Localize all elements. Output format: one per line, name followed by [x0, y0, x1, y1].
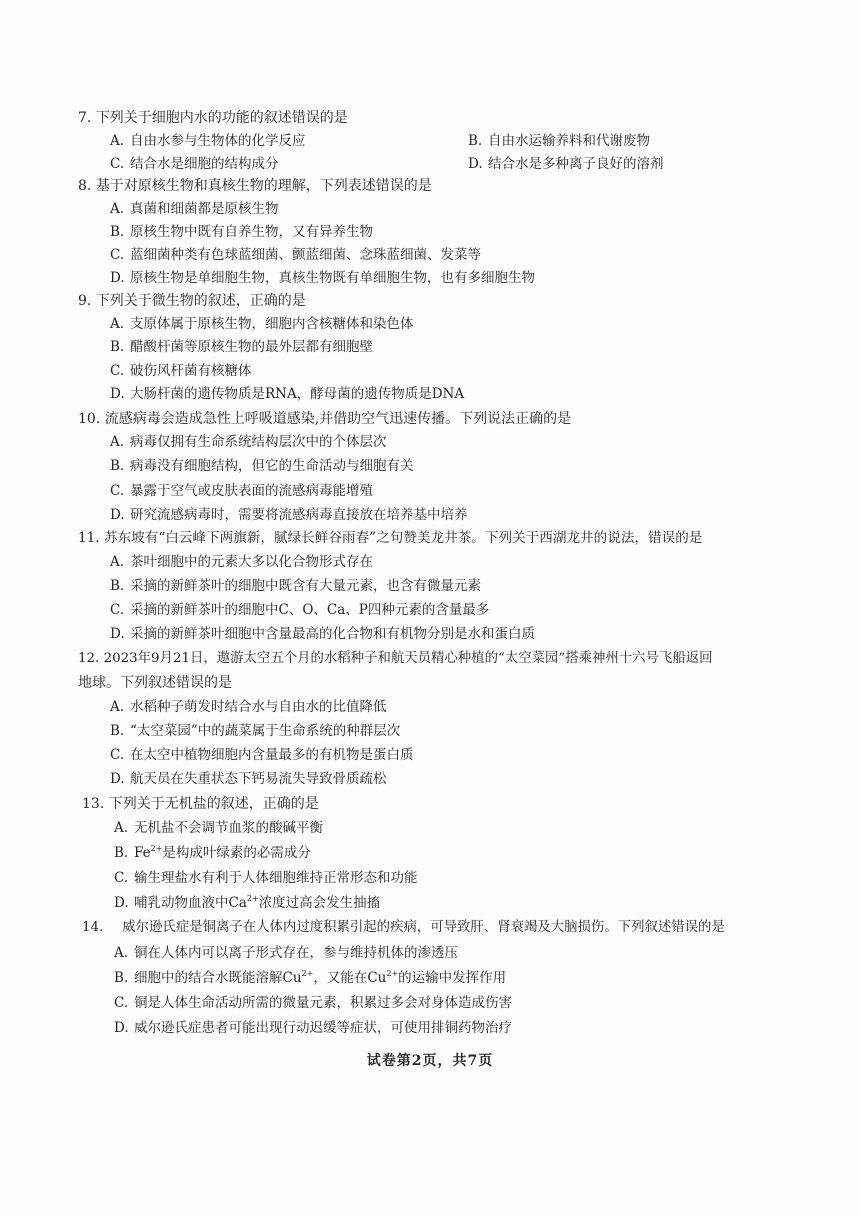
- option-text: 采摘的新鲜茶叶细胞中含量最高的化合物和有机物分别是水和蛋白质: [130, 626, 535, 642]
- question-text: 下列关于细胞内水的功能的叙述错误的是: [95, 110, 348, 126]
- option-text: 真菌和细菌都是原核生物: [130, 201, 279, 217]
- question-number: 7.: [78, 110, 92, 126]
- question-text: 威尔逊氏症是铜离子在人体内过度积累引起的疾病，可导致肝、肾衰竭及大脑损伤。下列叙述错误的是: [122, 920, 725, 935]
- option-text: 茶叶细胞中的元素大多以化合物形式存在: [130, 554, 373, 570]
- option-text: Fe: [134, 845, 151, 861]
- option-text: 结合水是细胞的结构成分: [130, 156, 279, 172]
- option-letter: B.: [110, 224, 125, 240]
- question-number: 9.: [78, 293, 92, 309]
- option-text: “太空菜园”中的蔬菜属于生命系统的种群层次: [130, 723, 401, 739]
- option-letter: A.: [110, 554, 125, 570]
- q8-option-a: [110, 199, 279, 219]
- option-text: 蓝细菌种类有色球蓝细菌、颤蓝细菌、念珠蓝细菌、发菜等: [130, 247, 481, 263]
- question-12-stem-continued: [78, 673, 232, 693]
- option-letter: D.: [468, 156, 483, 172]
- option-text: 采摘的新鲜茶叶的细胞中既含有大量元素，也含有微量元素: [130, 578, 481, 594]
- option-text: 破伤风杆菌有核糖体: [130, 363, 252, 379]
- q11-option-a: [110, 552, 373, 572]
- q14-option-d: [114, 1018, 512, 1038]
- option-letter: D.: [110, 507, 125, 523]
- option-text: 自由水运输养料和代谢废物: [488, 133, 650, 149]
- option-text: 结合水是多种离子良好的溶剂: [488, 156, 664, 172]
- option-text: 病毒没有细胞结构，但它的生命活动与细胞有关: [130, 458, 414, 474]
- option-text: 浓度过高会发生抽搐: [258, 895, 381, 911]
- option-letter: A.: [114, 945, 129, 961]
- question-7-stem: [78, 108, 348, 128]
- option-letter: C.: [110, 363, 125, 379]
- option-letter: D.: [110, 626, 125, 642]
- option-text: 研究流感病毒时，需要将流感病毒直接放在培养基中培养: [130, 507, 468, 523]
- option-text: 采摘的新鲜茶叶的细胞中C、O、Ca、P四种元素的含量最多: [130, 602, 490, 618]
- q13-option-d: [114, 893, 380, 913]
- q8-option-d: [110, 268, 535, 288]
- option-letter: B.: [468, 133, 483, 149]
- option-text: 原核生物中既有自养生物，又有异养生物: [130, 224, 373, 240]
- q14-option-b: [114, 968, 506, 988]
- option-letter: C.: [110, 247, 125, 263]
- option-text: 的运输中发挥作用: [398, 970, 507, 986]
- q10-option-b: [110, 456, 414, 476]
- option-letter: D.: [114, 895, 129, 911]
- question-text: 下列关于无机盐的叙述，正确的是: [108, 796, 319, 812]
- question-14-stem: [82, 918, 725, 938]
- question-number: 10.: [78, 411, 101, 427]
- option-letter: A.: [110, 699, 125, 715]
- ion-charge: 2+: [301, 969, 314, 978]
- q10-option-c: [110, 481, 373, 501]
- question-text: 下列关于微生物的叙述，正确的是: [95, 293, 306, 309]
- question-10-stem: [78, 409, 571, 429]
- option-letter: D.: [114, 1020, 129, 1036]
- option-letter: C.: [110, 483, 125, 499]
- q12-option-d: [110, 769, 387, 789]
- option-text: 自由水参与生物体的化学反应: [130, 133, 306, 149]
- option-text: 是构成叶绿素的必需成分: [162, 845, 311, 861]
- question-number: 14.: [82, 920, 104, 935]
- q11-option-b: [110, 576, 481, 596]
- option-letter: C.: [110, 747, 125, 763]
- q9-option-d: [110, 384, 464, 404]
- q14-option-a: [114, 943, 458, 963]
- question-number: 12.: [78, 651, 100, 666]
- option-text: 支原体属于原核生物，细胞内含核糖体和染色体: [130, 316, 414, 332]
- q9-option-a: [110, 314, 414, 334]
- option-letter: D.: [110, 386, 125, 402]
- option-text: 细胞中的结合水既能溶解Cu: [134, 970, 302, 986]
- page-footer: 试卷第2页，共7页: [366, 1053, 494, 1069]
- q11-option-d: [110, 624, 535, 644]
- question-text: 基于对原核生物和真核生物的理解，下列表述错误的是: [95, 178, 432, 194]
- q9-option-b: [110, 337, 373, 357]
- question-11-stem: [78, 528, 702, 548]
- option-letter: B.: [110, 723, 125, 739]
- question-12-stem: [78, 649, 713, 669]
- q8-option-c: [110, 245, 481, 265]
- option-text: ，又能在Cu: [313, 970, 387, 986]
- q13-option-c: [114, 868, 418, 888]
- q7-option-c: [110, 154, 279, 174]
- option-letter: A.: [110, 201, 125, 217]
- q14-option-c: [114, 993, 512, 1013]
- option-text: 醋酸杆菌等原核生物的最外层都有细胞壁: [130, 339, 373, 355]
- option-text: 病毒仅拥有生命系统结构层次中的个体层次: [130, 434, 387, 450]
- option-text: 暴露于空气或皮肤表面的流感病毒能增殖: [130, 483, 373, 499]
- option-text: 铜在人体内可以离子形式存在，参与维持机体的渗透压: [134, 945, 458, 961]
- option-letter: A.: [114, 820, 129, 836]
- q13-option-a: [114, 818, 323, 838]
- q10-option-d: [110, 505, 468, 525]
- question-8-stem: [78, 176, 432, 196]
- option-letter: B.: [114, 970, 129, 986]
- option-text: 原核生物是单细胞生物，真核生物既有单细胞生物，也有多细胞生物: [130, 270, 535, 286]
- question-text: 苏东坡有“白云峰下两旗新，腻绿长鲜谷雨春”之句赞美龙井茶。下列关于西湖龙井的说法，错误的是: [103, 530, 703, 546]
- option-letter: C.: [114, 870, 129, 886]
- option-text: 铜是人体生命活动所需的微量元素，积累过多会对身体造成伤害: [134, 995, 512, 1011]
- option-letter: D.: [110, 270, 125, 286]
- option-letter: B.: [114, 845, 129, 861]
- option-letter: A.: [110, 434, 125, 450]
- question-9-stem: [78, 291, 306, 311]
- option-text: 无机盐不会调节血浆的酸碱平衡: [134, 820, 323, 836]
- q8-option-b: [110, 222, 373, 242]
- option-letter: C.: [110, 156, 125, 172]
- ion-charge: 2+: [246, 894, 259, 903]
- option-text: 在太空中植物细胞内含量最多的有机物是蛋白质: [130, 747, 414, 763]
- question-text: 地球。下列叙述错误的是: [78, 675, 232, 691]
- ion-charge: 2+: [386, 969, 399, 978]
- option-text: 哺乳动物血液中Ca: [134, 895, 247, 911]
- option-letter: C.: [114, 995, 129, 1011]
- q7-option-d: [468, 154, 664, 174]
- q12-option-b: [110, 721, 400, 741]
- question-13-stem: [82, 794, 319, 814]
- option-letter: B.: [110, 458, 125, 474]
- q11-option-c: [110, 600, 489, 620]
- option-letter: B.: [110, 578, 125, 594]
- q7-option-a: [110, 131, 306, 151]
- question-number: 11.: [78, 530, 100, 546]
- q13-option-b: [114, 843, 311, 863]
- question-number: 8.: [78, 178, 92, 194]
- q7-option-b: [468, 131, 650, 151]
- q10-option-a: [110, 432, 387, 452]
- option-text: 航天员在失重状态下钙易流失导致骨质疏松: [130, 771, 387, 787]
- option-letter: C.: [110, 602, 125, 618]
- option-letter: A.: [110, 133, 125, 149]
- option-text: 水稻种子萌发时结合水与自由水的比值降低: [130, 699, 387, 715]
- q12-option-c: [110, 745, 414, 765]
- option-letter: D.: [110, 771, 125, 787]
- question-number: 13.: [82, 796, 105, 812]
- q12-option-a: [110, 697, 387, 717]
- question-text: 2023年9月21日，遨游太空五个月的水稻种子和航天员精心种植的“太空菜园”搭乘神州十六号飞船返回: [103, 651, 713, 666]
- q9-option-c: [110, 361, 252, 381]
- ion-charge: 2+: [150, 844, 163, 853]
- option-text: 大肠杆菌的遗传物质是RNA，酵母菌的遗传物质是DNA: [130, 386, 465, 402]
- option-letter: A.: [110, 316, 125, 332]
- question-text: 流感病毒会造成急性上呼吸道感染,并借助空气迅速传播。下列说法正确的是: [104, 411, 572, 427]
- option-text: 威尔逊氏症患者可能出现行动迟缓等症状，可使用排铜药物治疗: [134, 1020, 512, 1036]
- option-text: 输生理盐水有利于人体细胞维持正常形态和功能: [134, 870, 418, 886]
- option-letter: B.: [110, 339, 125, 355]
